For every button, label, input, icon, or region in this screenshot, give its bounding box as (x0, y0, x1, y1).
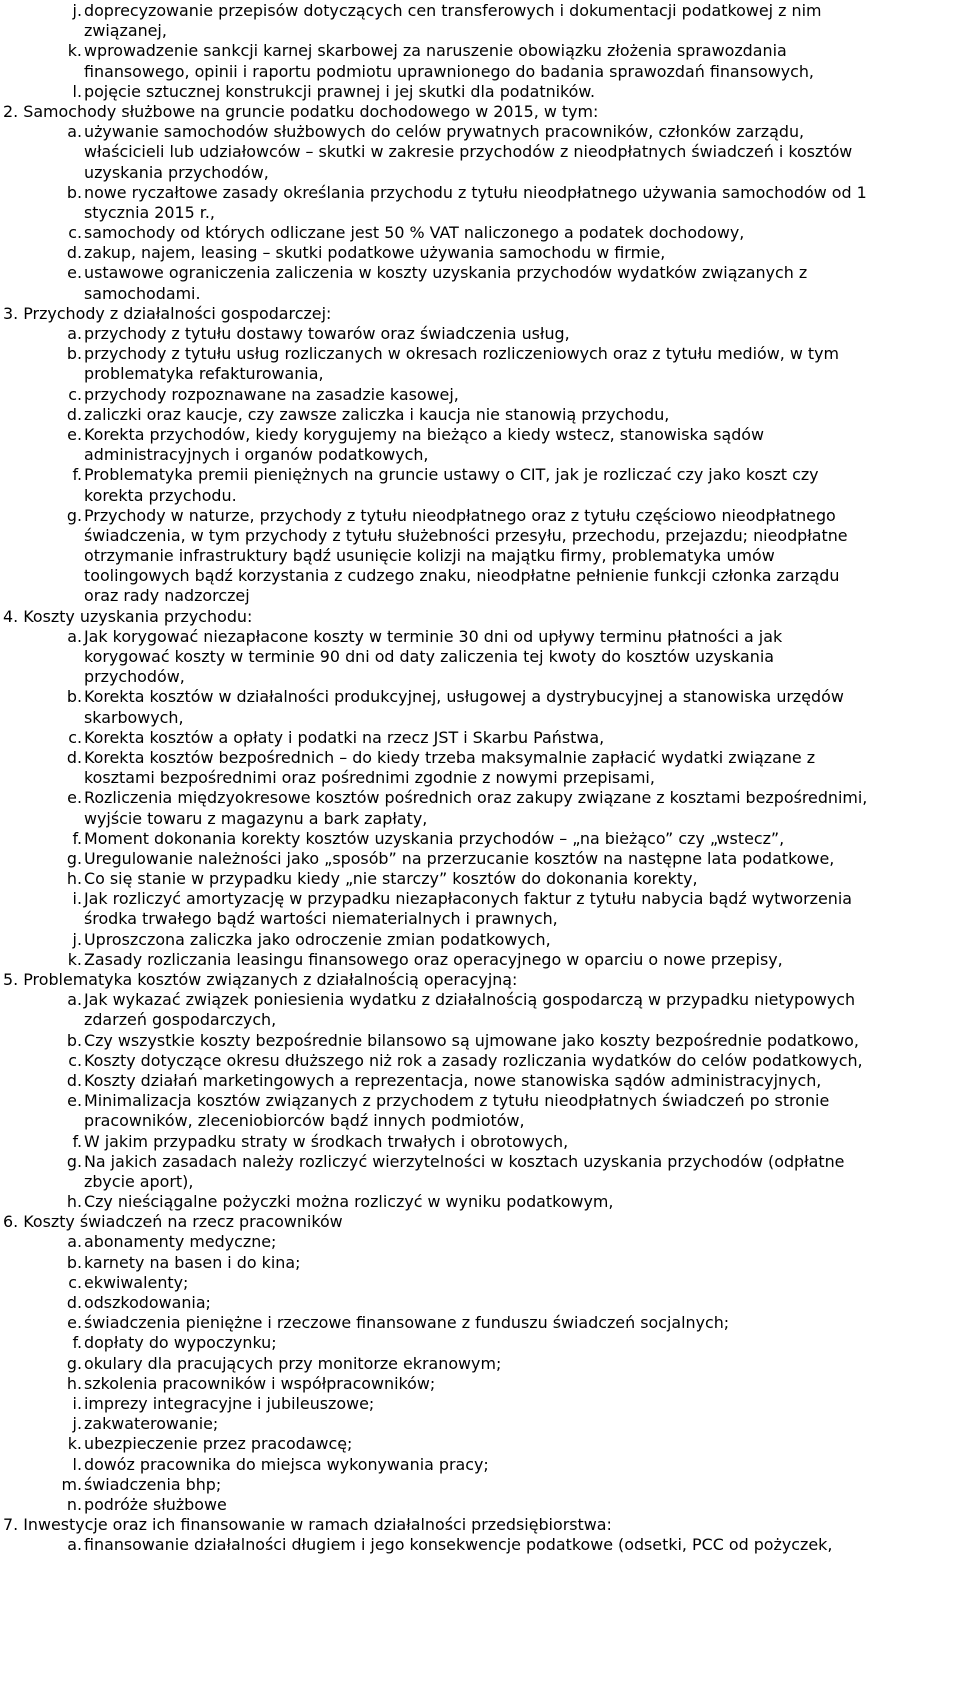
text-line: ubezpieczenie przez pracodawcę; (84, 1434, 353, 1454)
text-line: odszkodowania; (84, 1293, 211, 1312)
item-marker: b. (66, 1252, 82, 1272)
item-marker: b. (66, 182, 82, 202)
list-item (0, 1394, 960, 1414)
text-line: korekta przychodu. (84, 485, 237, 505)
item-marker: e. (67, 1091, 82, 1111)
text-line: zdarzeń gospodarczych, (84, 1010, 277, 1030)
item-marker: n. (66, 1494, 82, 1514)
list-item (0, 1091, 960, 1131)
item-marker: e. (67, 424, 82, 444)
section-number: 6. (3, 1212, 19, 1232)
item-marker: c. (68, 727, 82, 747)
item-marker: b. (66, 344, 82, 364)
item-marker: e. (67, 263, 82, 283)
section-number: 7. (3, 1515, 19, 1535)
list-item (0, 425, 960, 465)
item-marker: j. (72, 1414, 82, 1434)
text-line: podróże służbowe (84, 1494, 227, 1514)
item-marker: j. (72, 1, 82, 20)
text-line: przychody rozpoznawane na zasadzie kasowej, (84, 384, 459, 404)
text-line: finansowego, opinii i raportu podmiotu uprawnionego do badania sprawozdań finansowych, (84, 61, 814, 81)
list-item (0, 1333, 960, 1353)
list-item (0, 263, 960, 303)
item-marker: i. (72, 1393, 82, 1413)
text-line: środka trwałego bądź wartości niematerialnych i prawnych, (84, 909, 558, 929)
list-item (0, 1031, 960, 1051)
section-number: 3. (3, 303, 19, 323)
text-line: Uregulowanie należności jako „sposób” na przerzucanie kosztów na następne lata podatkowe, (84, 848, 835, 868)
text-line: zakup, najem, leasing – skutki podatkowe używania samochodu w firmie, (84, 243, 666, 263)
list-item (0, 82, 960, 102)
text-line: związanej, (84, 21, 167, 41)
text-line: Moment dokonania korekty kosztów uzyskania przychodów – „na bieżąco” czy „wstecz”, (84, 828, 785, 848)
item-marker: a. (67, 626, 82, 646)
item-marker: c. (68, 1272, 82, 1292)
text-line: zbycie aport), (84, 1171, 194, 1191)
item-marker: d. (66, 1293, 82, 1312)
item-marker: c. (68, 1050, 82, 1070)
list-item (0, 1071, 960, 1091)
text-line: przychody z tytułu dostawy towarów oraz świadczenia usług, (84, 324, 570, 343)
list-item (0, 1293, 960, 1313)
text-line: Jak rozliczyć amortyzację w przypadku niezapłaconych faktur z tytułu nabycia bądź wytworzenia (84, 889, 852, 909)
list-item (0, 869, 960, 889)
text-line: finansowanie działalności długiem i jego konsekwencje podatkowe (odsetki, PCC od pożyczek, (84, 1535, 833, 1555)
item-marker: l. (72, 1454, 82, 1474)
item-marker: m. (61, 1474, 82, 1494)
list-item (0, 930, 960, 950)
list-item (0, 1313, 960, 1333)
text-line: skarbowych, (84, 707, 184, 727)
item-marker: b. (66, 1030, 82, 1050)
text-line: Czy wszystkie koszty bezpośrednie bilansowo są ujmowane jako koszty bezpośrednie podatkowo, (84, 1030, 859, 1050)
text-line: Koszty świadczeń na rzecz pracowników (23, 1212, 343, 1232)
item-marker: d. (66, 404, 82, 424)
text-line: pojęcie sztucznej konstrukcji prawnej i jej skutki dla podatników. (84, 81, 595, 101)
text-line: świadczenia pieniężne i rzeczowe finansowane z funduszu świadczeń socjalnych; (84, 1313, 730, 1333)
item-marker: e. (67, 1313, 82, 1333)
item-marker: e. (67, 788, 82, 808)
item-marker: k. (67, 949, 82, 969)
text-line: samochodami. (84, 283, 201, 303)
text-line: ustawowe ograniczenia zaliczenia w koszty uzyskania przychodów wydatków związanych z (84, 263, 808, 283)
text-line: świadczenia, w tym przychody z tytułu służebności przesyłu, przechodu, przejazdu; nieodpłatne (84, 525, 848, 545)
list-item (0, 748, 960, 788)
text-line: Jak korygować niezapłacone koszty w terminie 30 dni od upływy terminu płatności a jak (84, 626, 783, 646)
section-heading (0, 1515, 960, 1535)
item-marker: f. (72, 465, 82, 485)
text-line: administracyjnych i organów podatkowych, (84, 445, 429, 465)
list-item (0, 223, 960, 243)
list-item (0, 344, 960, 384)
text-line: problematyka refakturowania, (84, 364, 324, 384)
list-item (0, 506, 960, 607)
text-line: Co się stanie w przypadku kiedy „nie starczy” kosztów do dokonania korekty, (84, 869, 698, 889)
list-item (0, 687, 960, 727)
text-line: ekwiwalenty; (84, 1272, 189, 1292)
list-item (0, 1273, 960, 1293)
list-item (0, 243, 960, 263)
text-line: Zasady rozliczania leasingu finansowego oraz operacyjnego w oparciu o nowe przepisy, (84, 949, 783, 969)
list-item (0, 1132, 960, 1152)
text-line: dopłaty do wypoczynku; (84, 1333, 277, 1353)
text-line: przychody z tytułu usług rozliczanych w okresach rozliczeniowych oraz z tytułu mediów, w tym (84, 344, 840, 364)
text-line: Minimalizacja kosztów związanych z przychodem z tytułu nieodpłatnych świadczeń po stronie (84, 1091, 830, 1111)
text-line: Korekta przychodów, kiedy korygujemy na bieżąco a kiedy wstecz, stanowiska sądów (84, 424, 765, 444)
item-marker: a. (67, 1535, 82, 1555)
list-item (0, 1535, 960, 1555)
section-number: 2. (3, 101, 19, 121)
text-line: W jakim przypadku straty w środkach trwałych i obrotowych, (84, 1131, 569, 1151)
list-item (0, 324, 960, 344)
list-item (0, 405, 960, 425)
item-marker: f. (72, 828, 82, 848)
list-item (0, 1434, 960, 1454)
item-marker: h. (66, 869, 82, 889)
list-item (0, 183, 960, 223)
text-line: wprowadzenie sankcji karnej skarbowej za naruszenie obowiązku złożenia sprawozdania (84, 41, 787, 61)
item-marker: g. (66, 505, 82, 525)
section-heading (0, 970, 960, 990)
list-item (0, 849, 960, 869)
text-line: okulary dla pracujących przy monitorze ekranowym; (84, 1353, 502, 1373)
item-marker: h. (66, 1192, 82, 1212)
text-line: uzyskania przychodów, (84, 162, 269, 182)
item-marker: k. (67, 41, 82, 61)
text-line: Koszty dotyczące okresu dłuższego niż rok a zasady rozliczania wydatków do celów podatkowych, (84, 1050, 863, 1070)
text-line: imprezy integracyjne i jubileuszowe; (84, 1393, 375, 1413)
item-marker: j. (72, 929, 82, 949)
text-line: Na jakich zasadach należy rozliczyć wierzytelności w kosztach uzyskania przychodów (odpłatne (84, 1151, 845, 1171)
text-line: nowe ryczałtowe zasady określania przychodu z tytułu nieodpłatnego używania samochodów od 1 (84, 182, 867, 202)
text-line: Samochody służbowe na gruncie podatku dochodowego w 2015, w tym: (23, 101, 599, 121)
text-line: oraz rady nadzorczej (84, 586, 250, 606)
list-item (0, 1152, 960, 1192)
text-line: dowóz pracownika do miejsca wykonywania pracy; (84, 1454, 489, 1474)
item-marker: g. (66, 1151, 82, 1171)
list-item (0, 41, 960, 81)
text-line: otrzymanie infrastruktury bądź usunięcie kolizji na majątku firmy, problematyka umów (84, 546, 775, 566)
text-line: Korekta kosztów a opłaty i podatki na rzecz JST i Skarbu Państwa, (84, 727, 605, 747)
item-marker: g. (66, 1353, 82, 1373)
list-item (0, 1, 960, 41)
list-item (0, 829, 960, 849)
text-line: Jak wykazać związek poniesienia wydatku z działalnością gospodarczą w przypadku nietypowych (84, 990, 856, 1010)
text-line: pracowników, zleceniobiorców bądź innych podmiotów, (84, 1111, 525, 1131)
list-item (0, 990, 960, 1030)
text-line: używanie samochodów służbowych do celów prywatnych pracowników, członków zarządu, (84, 122, 805, 142)
list-item (0, 122, 960, 183)
text-line: karnety na basen i do kina; (84, 1252, 301, 1272)
section-heading (0, 304, 960, 324)
list-item (0, 1051, 960, 1071)
item-marker: g. (66, 848, 82, 868)
item-marker: b. (66, 687, 82, 707)
section-heading (0, 607, 960, 627)
list-item (0, 1475, 960, 1495)
list-item (0, 1232, 960, 1252)
item-marker: a. (67, 324, 82, 343)
item-marker: a. (67, 122, 82, 142)
text-line: abonamenty medyczne; (84, 1232, 277, 1252)
section-number: 4. (3, 606, 19, 626)
item-marker: d. (66, 747, 82, 767)
list-item (0, 385, 960, 405)
text-line: Przychody z działalności gospodarczej: (23, 303, 332, 323)
section-heading (0, 102, 960, 122)
list-item (0, 1192, 960, 1212)
list-item (0, 1374, 960, 1394)
item-marker: f. (72, 1131, 82, 1151)
text-line: Korekta kosztów w działalności produkcyjnej, usługowej a dystrybucyjnej a stanowiska urzędów (84, 687, 844, 707)
text-line: stycznia 2015 r., (84, 202, 215, 222)
text-line: Koszty uzyskania przychodu: (23, 606, 253, 626)
item-marker: c. (68, 384, 82, 404)
text-line: świadczenia bhp; (84, 1474, 222, 1494)
list-item (0, 889, 960, 929)
list-item (0, 1455, 960, 1475)
list-item (0, 788, 960, 828)
list-item (0, 465, 960, 505)
list-item (0, 950, 960, 970)
text-line: szkolenia pracowników i współpracowników; (84, 1373, 436, 1393)
text-line: przychodów, (84, 667, 185, 687)
item-marker: f. (72, 1333, 82, 1353)
text-line: toolingowych bądź korzystania z cudzego znaku, nieodpłatne pełnienie funkcji członka zarządu (84, 566, 840, 586)
item-marker: a. (67, 1232, 82, 1252)
text-line: Koszty działań marketingowych a reprezentacja, nowe stanowiska sądów administracyjnych, (84, 1070, 822, 1090)
text-line: Uproszczona zaliczka jako odroczenie zmian podatkowych, (84, 929, 551, 949)
list-item (0, 1495, 960, 1515)
list-item (0, 1253, 960, 1273)
text-line: zakwaterowanie; (84, 1414, 219, 1434)
text-line: Inwestycje oraz ich finansowanie w ramach działalności przedsiębiorstwa: (23, 1515, 612, 1535)
text-line: Problematyka premii pieniężnych na gruncie ustawy o CIT, jak je rozliczać czy jako koszt czy (84, 465, 819, 485)
text-line: wyjście towaru z magazynu a bark zapłaty, (84, 808, 428, 828)
section-number: 5. (3, 970, 19, 989)
text-line: kosztami bezpośrednimi oraz pośrednimi zgodnie z nowymi przepisami, (84, 768, 655, 788)
text-line: Problematyka kosztów związanych z działalnością operacyjną: (23, 970, 518, 989)
item-marker: h. (66, 1373, 82, 1393)
item-marker: i. (72, 889, 82, 909)
item-marker: c. (68, 223, 82, 243)
item-marker: a. (67, 990, 82, 1010)
text-line: korygować koszty w terminie 90 dni od daty zaliczenia tej kwoty do kosztów uzyskania (84, 647, 775, 666)
item-marker: d. (66, 243, 82, 263)
text-line: Przychody w naturze, przychody z tytułu nieodpłatnego oraz z tytułu częściowo nieodpłatnego (84, 505, 836, 525)
list-item (0, 1414, 960, 1434)
text-line: Czy nieściągalne pożyczki można rozliczyć w wyniku podatkowym, (84, 1192, 614, 1212)
item-marker: d. (66, 1070, 82, 1090)
text-line: Korekta kosztów bezpośrednich – do kiedy trzeba maksymalnie zapłacić wydatki związane z (84, 747, 816, 767)
item-marker: l. (72, 81, 82, 101)
text-line: Rozliczenia międzyokresowe kosztów pośrednich oraz zakupy związane z kosztami bezpośrednimi, (84, 788, 868, 808)
list-item (0, 1354, 960, 1374)
section-heading (0, 1212, 960, 1232)
text-line: zaliczki oraz kaucje, czy zawsze zaliczka i kaucja nie stanowią przychodu, (84, 404, 670, 424)
text-line: doprecyzowanie przepisów dotyczących cen transferowych i dokumentacji podatkowej z nim (84, 1, 822, 20)
item-marker: k. (67, 1434, 82, 1454)
list-item (0, 728, 960, 748)
list-item (0, 627, 960, 688)
text-line: samochody od których odliczane jest 50 % VAT naliczonego a podatek dochodowy, (84, 223, 745, 243)
text-line: właścicieli lub udziałowców – skutki w zakresie przychodów z nieodpłatnych świadczeń i kosztów (84, 142, 853, 162)
